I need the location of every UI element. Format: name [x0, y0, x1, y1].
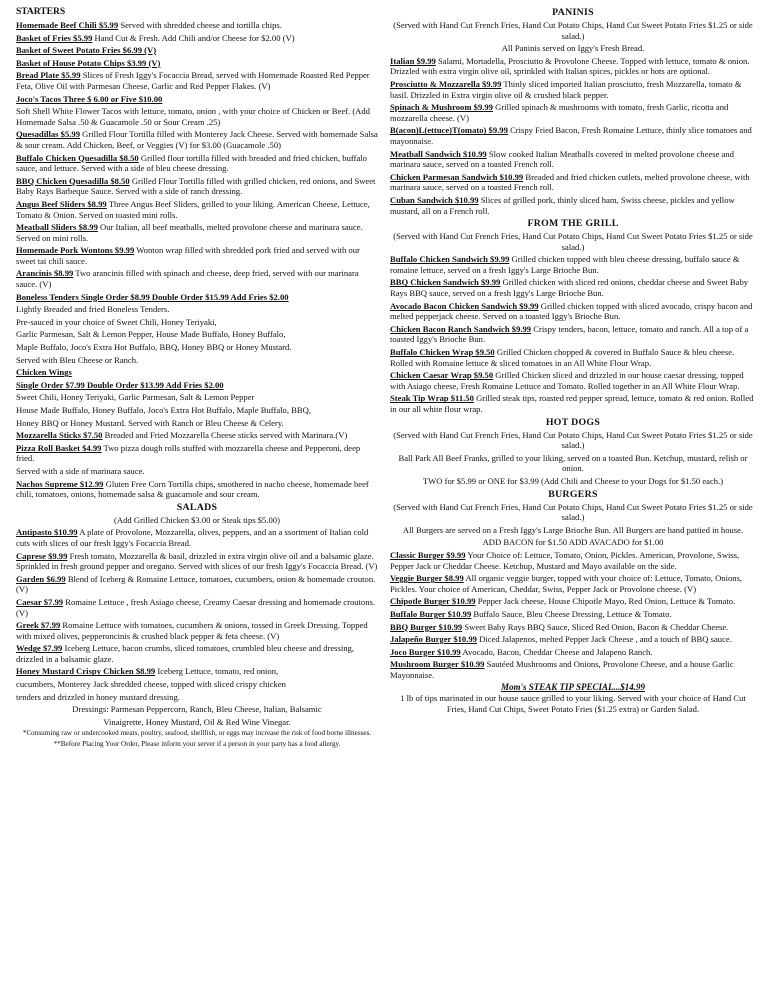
section-note: Dressings: Parmesan Peppercorn, Ranch, Bleu Cheese, Italian, Balsamic [72, 704, 322, 715]
menu-item-name: Chicken Wings [16, 367, 72, 378]
menu-item-italian-9-99 [390, 56, 756, 77]
menu-item-name: Basket of Fries $5.99 [16, 32, 93, 43]
menu-item-desc: Breaded and Fried Mozzarella Cheese sticks served with Marinara.(V) [104, 430, 348, 441]
section-note: All Burgers are served on a Fresh Iggy's Large Brioche Bun. All Burgers are hand pattied in house. [402, 524, 744, 535]
menu-item-name: Buffalo Chicken Quesadilla $8.50 [16, 152, 139, 163]
menu-item-basket-of-fries-5-99 [16, 33, 378, 44]
menu-item-desc: Two pizza dough rolls stuffed with mozzarella cheese and Pepperoni, deep fried. [16, 442, 361, 464]
menu-item-desc: Pepper Jack cheese, House Chipotle Mayo, Red Onion, Lettuce & Tomato. [477, 596, 736, 607]
menu-item-desc: Grilled Chicken chopped & covered in Buffalo Sauce & bleu cheese. Rolled with Romaine lettuce & sliced tomatoes in an All White Flour Wrap. [390, 347, 735, 368]
menu-item-description [16, 418, 378, 429]
menu-item-desc: House Made Buffalo, Honey Buffalo, Joco's Extra Hot Buffalo, Maple Buffalo, BBQ, [16, 405, 311, 415]
menu-item-name: Buffalo Chicken Sandwich $9.99 [390, 254, 510, 265]
menu-item-joco-burger-10-99 [390, 647, 756, 658]
menu-item-garden-6-99 [16, 574, 378, 595]
section-heading: SALADS [176, 501, 218, 513]
menu-item-desc: Our Italian, all beef meatballs, melted provolone cheese and marinara sauce. Served on mini rolls. [16, 222, 363, 243]
menu-item-name: Greek $7.99 [16, 620, 61, 631]
menu-item-desc: Slices of Fresh Iggy's Focaccia Bread, served with Homemade Roasted Red Pepper Feta, Olive Oil with Parmesan Cheese, Garlic and Red Pepper Flakes. (V) [16, 70, 370, 91]
menu-item-greek-7-99 [16, 620, 378, 641]
menu-item-description [16, 405, 378, 416]
section-note: (Served with Hand Cut French Fries, Hand Cut Potato Chips, Hand Cut Sweet Potato Fries $1.25 or side salad.) [393, 231, 753, 252]
menu-item-name: Homemade Pork Wontons $9.99 [16, 245, 135, 256]
menu-item-name: Single Order $7.99 Double Order $13.99 Add Fries $2.00 [16, 379, 224, 390]
footnote: **Before Placing Your Order, Please inform your server if a person in your party has a food allergy. [53, 740, 341, 749]
menu-item-desc: Sweet Chili, Honey Teriyaki, Garlic Parmesan, Salt & Lemon Pepper [16, 392, 255, 403]
menu-item-desc: Slow cooked Italian Meatballs covered in melted provolone cheese and marinara sauce, served on a toasted French roll. [390, 148, 734, 170]
menu-item-desc: Three Angus Beef Sliders, grilled to your liking. American Cheese, Lettuce, Tomato & Onion. Served on toasted mini rolls. [16, 198, 370, 220]
section-heading: BURGERS [548, 488, 598, 500]
section-heading: HOT DOGS [545, 416, 601, 428]
menu-item-name: Meatball Sliders $8.99 [16, 222, 98, 233]
menu-item-nachos-supreme-12-99 [16, 479, 378, 500]
menu-item-name: Angus Beef Sliders $8.99 [16, 198, 107, 209]
menu-item-name: Basket of House Potato Chips $3.99 (V) [16, 57, 161, 68]
menu-item-name: Pizza Roll Basket $4.99 [16, 442, 102, 453]
menu-item-desc: Grilled chicken with sliced red onions, cheddar cheese and Sweet Baby Rays BBQ sauce, served on a fresh Iggy's Large Brioche Bun. [390, 277, 749, 299]
menu-item-name: Classic Burger $9.99 [390, 549, 466, 560]
menu-item-name: Caprese $9.99 [16, 550, 68, 561]
menu-item-desc: Avocado, Bacon, Cheddar Cheese and Jalapeno Ranch. [462, 646, 653, 657]
menu-item-chicken-wings [16, 367, 378, 378]
menu-item-steak-tip-wrap-11-50 [390, 393, 756, 414]
menu-item-buffalo-chicken-quesadilla-8-50 [16, 153, 378, 174]
menu-item-name: Nachos Supreme $12.99 [16, 478, 104, 489]
menu-item-desc: Blend of Iceberg & Romaine Lettuce, tomatoes, cucumbers, onion & homemade crouton. (V) [16, 573, 376, 595]
menu-left-column [16, 6, 378, 751]
menu-item-desc: Crispy Fried Bacon, Fresh Romaine Lettuce, thinly slice tomatoes and mayonnaise. [390, 125, 752, 146]
menu-item-name: Chicken Bacon Ranch Sandwich $9.99 [390, 323, 532, 334]
menu-item-description [16, 392, 378, 403]
menu-item-desc: Grilled Chicken sliced and drizzled in our house caesar dressing, topped with Asiago cheese, Fresh Romaine Lettuce and Tomato. Rolled together in an All White Flour Wrap. [390, 370, 744, 391]
menu-item-name: Wedge $7.99 [16, 643, 63, 654]
menu-item-desc: All organic veggie burger, topped with your choice of: Lettuce, Tomato, Onions, Pickles. Your choice of American, Cheddar, Swiss, Pepper Jack or Provolone cheese. (V) [390, 573, 743, 594]
menu-item-desc: Two arancinis filled with spinach and cheese, deep fried, served with our marinara sauce. (V) [16, 268, 359, 290]
menu-item-name: Steak Tip Wrap $11.50 [390, 393, 474, 404]
menu-item-desc: Slices of grilled pork, thinly sliced ham, Swiss cheese, pickles and yellow mustard, all on a French roll. [390, 194, 735, 216]
menu-item-desc: Sweet Baby Rays BBQ Sauce, Sliced Red Onion, Bacon & Cheddar Cheese. [464, 621, 729, 632]
menu-item-basket-of-sweet-potato-fries-6-99-v [16, 45, 378, 56]
menu-item-name: Avocado Bacon Chicken Sandwich $9.99 [390, 300, 539, 311]
section-note: All Paninis served on Iggy's Fresh Bread. [501, 43, 645, 54]
menu-item-desc: Fresh tomato, Mozzarella & basil, drizzled in extra virgin olive oil and a balsamic glaze. Sprinkled in fresh ground pepper and oregano. Served with slices of our fresh Iggy's Focaccia Bread. (V) [16, 550, 378, 572]
section-note: (Served with Hand Cut French Fries, Hand Cut Potato Chips, Hand Cut Sweet Potato Fries $1.25 or side salad.) [393, 20, 753, 41]
menu-item-name: Bread Plate $5.99 [16, 70, 81, 81]
menu-item-desc: Grilled spinach & mushrooms with tomato, fresh Garlic, ricotta and mozzarella cheese. (V) [390, 102, 729, 123]
menu-item-description [16, 317, 378, 328]
section-note: TWO for $5.99 or ONE for $3.99 (Add Chili and Cheese to your Dogs for $1.50 each.) [422, 475, 724, 486]
menu-item-avocado-bacon-chicken-sandwich-9-99 [390, 301, 756, 322]
menu-item-description [16, 692, 378, 703]
menu-item-description [16, 466, 378, 477]
menu-item-cuban-sandwich-10-99 [390, 195, 756, 216]
section-note: (Served with Hand Cut French Fries, Hand Cut Potato Chips, Hand Cut Sweet Potato Fries $1.25 or side salad.) [393, 429, 753, 451]
menu-item-desc: Grilled chicken topped with sliced avocado, crispy bacon and melted pepperjack cheese. Served on a toasted Iggy's Brioche Bun. [390, 300, 753, 322]
menu-item-boneless-tenders-single-order-8-99-doubl [16, 292, 378, 303]
menu-item-desc: Grilled flour tortilla filled with breaded and fried chicken, buffalo sauce, and lettuce. Served with a side of bleu cheese dressing. [16, 152, 367, 174]
footnote: *Consuming raw or undercooked meats, poultry, seafood, shellfish, or eggs may increase the risk of food borne illnesses. [22, 729, 372, 738]
section-note: 1 lb of tips marinated in our house sauce grilled to your liking. Served with your choice of Hand Cut Fries, Hand Cut Chips, Sweet Potato Fries ($1.25 extra) or Garden Salad. [400, 693, 746, 715]
section-note: Ball Park All Beef Franks, grilled to your liking, served on a toasted Bun. Ketchup, mustard, relish or onion. [398, 452, 748, 474]
menu-item-desc: Grilled Flour Tortilla filled with grilled chicken, red onions, and Sweet Baby Rays Barbeque Sauce. Served with a side of ranch dressing. [16, 175, 376, 197]
menu-item-name: Buffalo Chicken Wrap $9.50 [390, 347, 495, 358]
menu-item-name: Cuban Sandwich $10.99 [390, 194, 479, 205]
menu-item-desc: Thinly sliced imported Italian prosciutto, fresh Mozzarella, tomato & basil. Drizzled in Extra virgin olive oil & crushed black pepper. [390, 78, 742, 100]
menu-item-name: Veggie Burger $8.99 [390, 573, 464, 584]
menu-item-name: Chicken Parmesan Sandwich $10.99 [390, 171, 524, 182]
menu-item-chicken-caesar-wrap-9-50 [390, 370, 756, 391]
menu-item-name: Italian $9.99 [390, 55, 436, 66]
menu-item-meatball-sliders-8-99 [16, 222, 378, 243]
menu-item-desc: Garlic Parmesan, Salt & Lemon Pepper, House Made Buffalo, Honey Buffalo, [16, 329, 286, 340]
menu-item-chicken-bacon-ranch-sandwich-9-99 [390, 324, 756, 345]
menu-item-desc: Lightly Breaded and fried Boneless Tenders. [16, 304, 170, 315]
menu-item-buffalo-burger-10-99 [390, 609, 756, 620]
menu-item-desc: Romaine Lettuce with tomatoes, cucumbers & onions, tossed in Greek Dressing. Topped with mixed olives, pepperoncinis & crushed black pepper & feta cheese. (V) [16, 620, 368, 641]
menu-item-name: Basket of Sweet Potato Fries $6.99 (V) [16, 45, 157, 56]
menu-item-name: Mozzarella Sticks $7.50 [16, 430, 103, 441]
menu-item-name: Arancinis $8.99 [16, 268, 74, 279]
menu-item-desc: Soft Shell White Flower Tacos with lettuce, tomato, onion , with your choice of Chicken or Beef. (Add Homemade Salsa .50 & Guacamole .50 or Sour Cream .25) [16, 106, 370, 127]
menu-item-desc: Romaine Lettuce , fresh Asiago cheese, Creamy Caesar dressing and homemade croutons. (V) [16, 596, 376, 618]
menu-item-name: B(acon)L(ettuce)T(omato) $9.99 [390, 125, 508, 136]
menu-item-description [16, 304, 378, 315]
menu-item-wedge-7-99 [16, 643, 378, 664]
menu-item-mozzarella-sticks-7-50 [16, 430, 378, 441]
menu-right-column [390, 6, 756, 717]
menu-item-name: Caesar $7.99 [16, 596, 64, 607]
menu-item-chipotle-burger-10-99 [390, 596, 756, 607]
menu-item-desc: Iceberg Lettuce, tomato, red onion, [157, 666, 279, 677]
menu-item-quesadillas-5-99 [16, 129, 378, 150]
menu-item-buffalo-chicken-sandwich-9-99 [390, 254, 756, 275]
menu-item-desc: A plate of Provolone, Mozzarella, olives, peppers, and an a ssortment of Italian cold cuts with slices of our fresh Iggy's Focaccia Bread. [16, 527, 369, 548]
menu-item-desc: Maple Buffalo, Joco's Extra Hot Buffalo, BBQ, Honey BBQ or Honey Mustard. [16, 342, 292, 353]
menu-item-bread-plate-5-99 [16, 70, 378, 91]
menu-item-honey-mustard-crispy-chicken-8-99 [16, 666, 378, 677]
menu-item-name: Buffalo Burger $10.99 [390, 608, 472, 619]
menu-item-prosciutto-mozzarella-9-99 [390, 79, 756, 100]
menu-item-name: Chicken Caesar Wrap $9.50 [390, 370, 494, 381]
menu-item-name: Meatball Sandwich $10.99 [390, 148, 487, 159]
menu-item-pizza-roll-basket-4-99 [16, 443, 378, 464]
menu-item-desc: Grilled chicken topped with bleu cheese dressing, buffalo sauce & romaine lettuce, served on a fresh Iggy's Large Brioche Bun. [390, 254, 740, 275]
menu-item-bbq-chicken-quesadilla-8-50 [16, 176, 378, 197]
menu-item-classic-burger-9-99 [390, 550, 756, 571]
special-title: Mom's STEAK TIP SPECIAL...$14.99 [501, 682, 645, 693]
menu-item-desc: Grilled steak tips, roasted red pepper spread, lettuce, tomato & red onion. Rolled in our all white flour wrap. [390, 393, 754, 414]
section-note: ADD BACON for $1.50 ADD AVACADO for $1.00 [482, 537, 664, 548]
menu-item-basket-of-house-potato-chips-3-99-v [16, 58, 378, 69]
menu-item-bbq-chicken-sandwich-9-99 [390, 277, 756, 298]
menu-item-buffalo-chicken-wrap-9-50 [390, 347, 756, 368]
menu-item-name: Spinach & Mushroom $9.99 [390, 102, 493, 113]
menu-item-desc: Your Choice of: Lettuce, Tomato, Onion, Pickles. American, Provolone, Swiss, Pepper Jack or Cheddar Cheese. Ketchup, Mustard and Mayo available on the side. [390, 549, 740, 571]
menu-item-desc: Honey BBQ or Honey Mustard. Served with Ranch or Bleu Cheese & Celery. [16, 417, 284, 428]
menu-item-name: Joco's Tacos Three $ 6.00 or Five $10.00 [16, 93, 163, 104]
section-note: (Served with Hand Cut French Fries, Hand Cut Potato Chips, Hand Cut Sweet Potato Fries $1.25 or side salad.) [393, 501, 753, 523]
menu-item-desc: Hand Cut & Fresh. Add Chili and/or Cheese for $2.00 (V) [94, 32, 295, 43]
menu-item-joco-s-tacos-three-6-00-or-five-10-00 [16, 94, 378, 105]
menu-item-desc: Gluten Free Corn Tortilla chips, smothered in nacho cheese, homemade beef chili, tomatoes, onions, homemade salsa & guacamole and sour cream. [16, 478, 369, 500]
menu-item-single-order-7-99-double-order-13-99-add [16, 380, 378, 391]
menu-item-desc: Crispy tenders, bacon, lettuce, tomato and ranch. All a top of a toasted Iggy's Brioche Bun. [390, 323, 749, 345]
menu-item-name: Prosciutto & Mozzarella $9.99 [390, 78, 502, 89]
menu-item-name: Antipasto $10.99 [16, 527, 78, 538]
section-heading: FROM THE GRILL [527, 218, 619, 230]
menu-item-antipasto-10-99 [16, 527, 378, 548]
menu-item-desc: Served with a side of marinara sauce. [16, 465, 145, 476]
menu-item-spinach-mushroom-9-99 [390, 102, 756, 123]
menu-item-name: Homemade Beef Chili $5.99 [16, 20, 119, 30]
menu-item-desc: cucumbers, Monterey Jack shredded cheese, topped with sliced crispy chicken [16, 679, 286, 690]
menu-item-description [16, 342, 378, 353]
menu-item-homemade-beef-chili-5-99 [16, 20, 378, 31]
menu-item-name: BBQ Chicken Sandwich $9.99 [390, 277, 501, 288]
menu-item-desc: Diced Jalapenos, melted Pepper Jack Cheese , and a touch of BBQ sauce. [479, 634, 732, 645]
menu-item-mushroom-burger-10-99 [390, 659, 756, 680]
section-heading: PANINIS [552, 7, 594, 18]
section-heading: STARTERS [16, 7, 66, 17]
menu-item-chicken-parmesan-sandwich-10-99 [390, 172, 756, 193]
menu-item-name: Boneless Tenders Single Order $8.99 Double Order $15.99 Add Fries $2.00 [16, 291, 289, 302]
menu-item-meatball-sandwich-10-99 [390, 149, 756, 170]
menu-item-homemade-pork-wontons-9-99 [16, 245, 378, 266]
menu-item-desc: Grilled Flour Tortilla filled with Monterey Jack Cheese. Served with homemade Salsa & sour cream. Add Chicken, Beef, or Veggies (V) for $3.00 (Guacamole .50) [16, 129, 378, 150]
menu-item-desc: Salami, Mortadella, Prosciutto & Provolone Cheese. Topped with lettuce, tomato & onion. Drizzled with extra virgin olive oil, sprinkled with Italian spices, pickles or hots are optional. [390, 55, 750, 77]
menu-item-name: Joco Burger $10.99 [390, 646, 461, 657]
section-note: Vinaigrette, Honey Mustard, Oil & Red Wine Vinegar. [103, 716, 291, 727]
menu-item-name: Honey Mustard Crispy Chicken $8.99 [16, 666, 156, 677]
menu-item-desc: Served with shredded cheese and tortilla chips. [120, 20, 282, 30]
menu-item-name: Jalapeño Burger $10.99 [390, 634, 477, 645]
menu-item-desc: Iceberg Lettuce, bacon crumbs, sliced tomatoes, crumbled bleu cheese and dressing, drizzled in a balsamic glaze. [16, 643, 355, 664]
menu-item-name: Chipotle Burger $10.99 [390, 596, 476, 607]
menu-item-desc: Pre-sauced in your choice of Sweet Chili, Honey Teriyaki, [16, 316, 217, 327]
menu-item-b-acon-l-ettuce-t-omato-9-99 [390, 125, 756, 146]
menu-item-description [16, 329, 378, 340]
menu-item-jalape-o-burger-10-99 [390, 634, 756, 645]
menu-item-angus-beef-sliders-8-99 [16, 199, 378, 220]
menu-item-caesar-7-99 [16, 597, 378, 618]
menu-item-desc: Breaded and fried chicken cutlets, melted provolone cheese, with marinara sauce, served on a toasted French roll. [390, 171, 750, 193]
menu-item-desc: Sautéed Mushrooms and Onions, Provolone Cheese, and a house Garlic Mayonnaise. [390, 659, 734, 680]
menu-item-description [16, 106, 378, 127]
menu-item-desc: Wonton wrap filled with shredded pork fried and served with our sweet tai chili sauce. [16, 245, 360, 266]
menu-item-caprese-9-99 [16, 551, 378, 572]
menu-item-veggie-burger-8-99 [390, 573, 756, 594]
section-note: (Add Grilled Chicken $3.00 or Steak tips $5.00) [114, 514, 280, 525]
menu-item-desc: tenders and drizzled in honey mustard dressing. [16, 691, 180, 702]
menu-item-name: Garden $6.99 [16, 573, 66, 584]
menu-item-description [16, 679, 378, 690]
menu-item-name: Mushroom Burger $10.99 [390, 659, 485, 670]
menu-item-name: Quesadillas $5.99 [16, 129, 80, 140]
menu-item-desc: Buffalo Sauce, Bleu Cheese Dressing, Lettuce & Tomato. [473, 608, 672, 619]
menu-item-description [16, 355, 378, 366]
menu-item-name: BBQ Chicken Quesadilla $8.50 [16, 175, 130, 186]
menu-item-bbq-burger-10-99 [390, 622, 756, 633]
menu-item-arancinis-8-99 [16, 268, 378, 289]
menu-item-desc: Served with Bleu Cheese or Ranch. [16, 354, 139, 365]
menu-item-name: BBQ Burger $10.99 [390, 621, 463, 632]
